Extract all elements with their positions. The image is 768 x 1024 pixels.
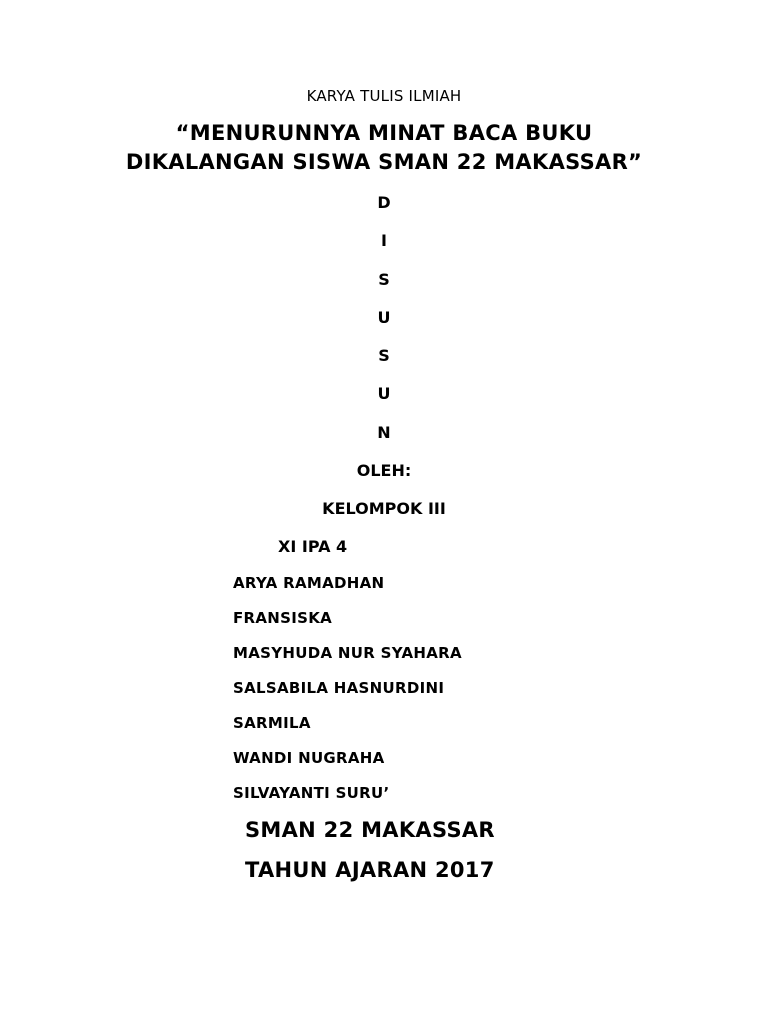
disusun-letter: S xyxy=(378,270,390,289)
member-name: WANDI NUGRAHA xyxy=(233,749,385,767)
member-name: MASYHUDA NUR SYAHARA xyxy=(233,644,462,662)
disusun-letter: D xyxy=(377,193,391,212)
title-line-1: “MENURUNNYA MINAT BACA BUKU xyxy=(175,121,593,145)
disusun-letter: S xyxy=(378,346,390,365)
member-name: SARMILA xyxy=(233,714,311,732)
member-name: FRANSISKA xyxy=(233,609,333,627)
oleh-label: OLEH: xyxy=(356,461,412,480)
disusun-letter: N xyxy=(377,423,391,442)
member-name: ARYA RAMADHAN xyxy=(233,574,385,592)
disusun-letter: U xyxy=(377,308,391,327)
member-name: SILVAYANTI SURU’ xyxy=(233,784,390,802)
disusun-letter: U xyxy=(377,384,391,403)
group-label: KELOMPOK III xyxy=(322,499,446,518)
class-label: XI IPA 4 xyxy=(278,537,348,556)
academic-year: TAHUN AJARAN 2017 xyxy=(245,858,495,882)
member-name: SALSABILA HASNURDINI xyxy=(233,679,445,697)
school-name: SMAN 22 MAKASSAR xyxy=(245,818,495,842)
document-type-label: KARYA TULIS ILMIAH xyxy=(306,87,462,105)
disusun-letter: I xyxy=(381,231,387,250)
title-line-2: DIKALANGAN SISWA SMAN 22 MAKASSAR” xyxy=(125,150,643,174)
